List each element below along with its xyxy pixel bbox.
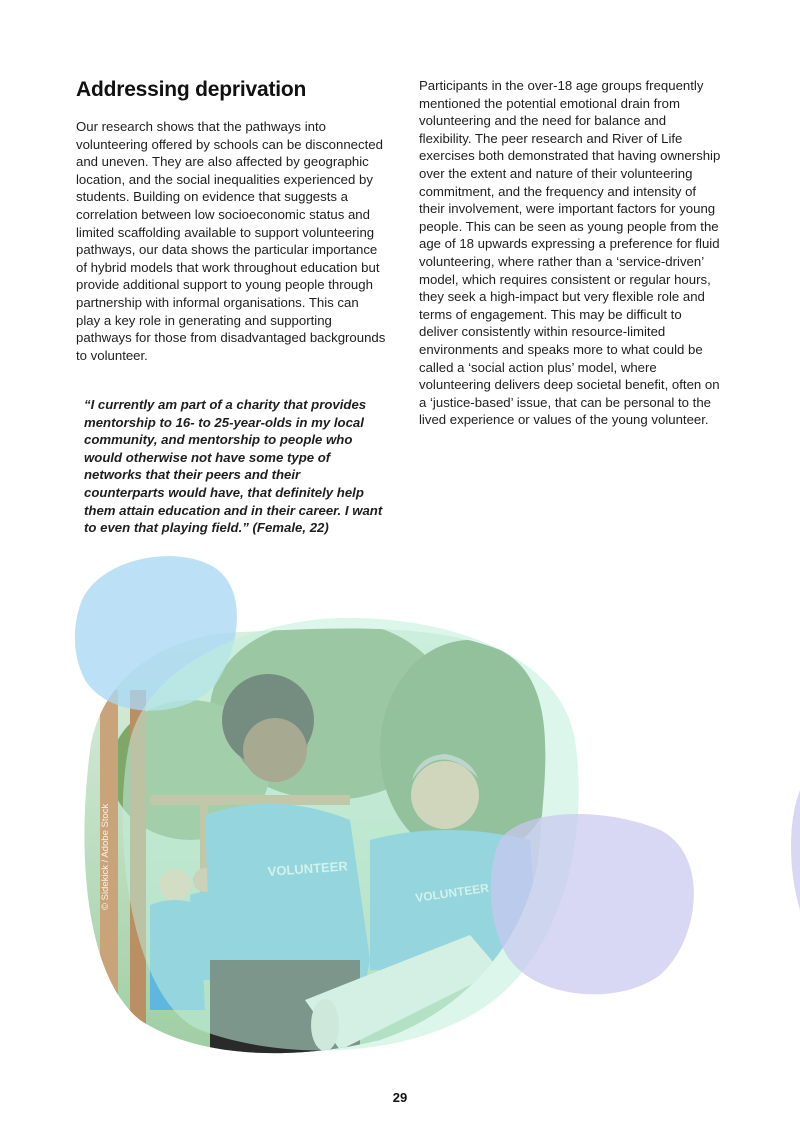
lavender-blob-shape xyxy=(491,814,694,994)
volunteer-photo-collage xyxy=(0,540,800,1070)
body-paragraph-left: Our research shows that the pathways into volunteering offered by schools can be disconnected and uneven. They are also affected by geographic location, and the social inequalities experienced by students. Building on evidence that suggests a correlation between low socioeconomic status and limited scaffolding available to support volunteering pathways, our data shows the particular importance of hybrid models that work throughout education but provide additional support to young people through partnership with informal organisations. This can play a key role in generating and supporting pathways for those from disadvantaged backgrounds to volunteer. xyxy=(76,119,386,363)
photo-credit: © Sidekick / Adobe Stock xyxy=(100,803,111,910)
lavender-edge-shape xyxy=(791,790,800,910)
photo-illustration xyxy=(0,540,800,1070)
page-number: 29 xyxy=(392,1090,408,1105)
body-paragraph-right: Participants in the over-18 age groups frequently mentioned the potential emotional drain from volunteering and the need for balance and flexibility. The peer research and River of Life exercises both demonstrated that having ownership over the extent and nature of their volunteering commitment, and the frequency and intensity of their involvement, were important factors for young people. This can be seen as young people from the age of 18 upwards expressing a preference for fluid volunteering, where rather than a ‘service-driven’ model, which requires consistent or regular hours, they seek a high-impact but very flexible role and terms of engagement. This may be difficult to deliver consistently within resource-limited environments and speaks more to what could be called a ‘social action plus’ model, where volunteering delivers deep societal benefit, often on a ‘justice-based’ issue, that can be personal to the lived experience or values of the young volunteer. xyxy=(419,78,721,428)
section-heading: Addressing deprivation xyxy=(76,78,307,101)
pull-quote: “I currently am part of a charity that provides mentorship to 16- to 25-year-olds in my local community, and mentorship to people who would otherwise not have some type of networks that their peers and their counterparts would have, that definitely help them attain education and in their career. I want to even that playing field.” (Female, 22) xyxy=(84,397,383,536)
